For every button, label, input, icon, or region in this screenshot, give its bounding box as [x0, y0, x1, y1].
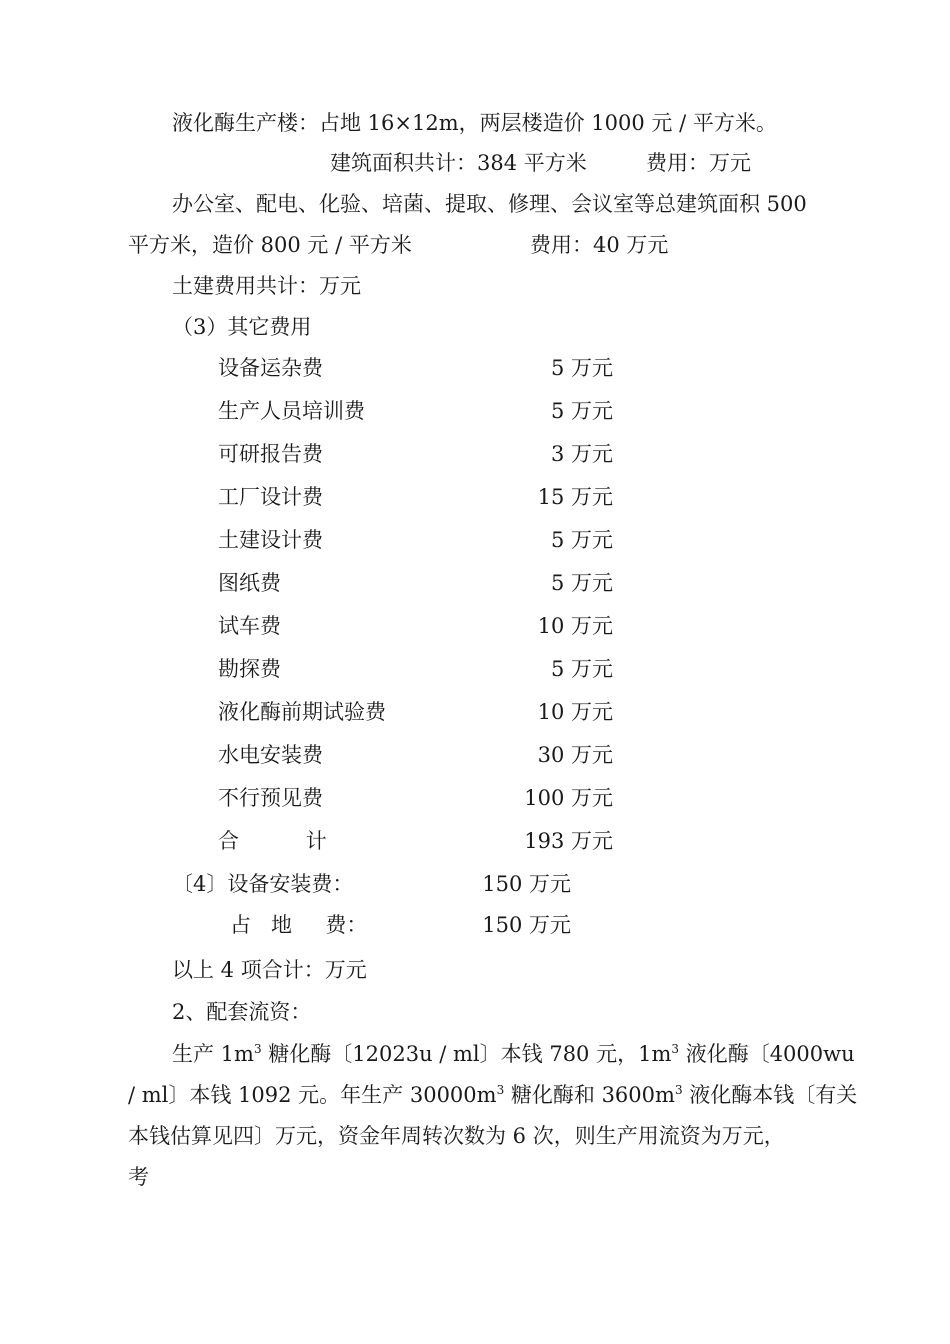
paragraph-line-1: 生产 $1m^3$ 糖化酶〔12023u / ml〕本钱 780 元，$1m^3$ 液化酶〔4000wu [172, 1042, 855, 1066]
four-items-total: 以上 4 项合计：万元 [172, 958, 367, 982]
cost-item-name: 图纸费 [218, 571, 281, 595]
cost-item-amount: 10 万元 [537, 614, 613, 638]
paragraph-line-4: 考 [128, 1165, 149, 1189]
office-price-line: 平方米，造价 800 元 / 平方米 [128, 233, 412, 257]
cost-item-name: 生产人员培训费 [218, 399, 365, 423]
cost-item-name: 可研报告费 [218, 442, 323, 466]
cost-item-name: 勘探费 [218, 657, 281, 681]
cost-item-amount: 100 万元 [524, 786, 613, 810]
cost-item-name: 水电安装费 [218, 743, 323, 767]
paragraph-line-2: / ml〕本钱 1092 元。年生产 $30000m^3$ 糖化酶和 $3600m^3$ 液化酶本钱〔有关 [128, 1083, 858, 1107]
other-costs-heading: （3）其它费用 [172, 315, 312, 339]
land-label: 占 地 费： [230, 913, 368, 937]
cost-item-amount: 5 万元 [550, 571, 613, 595]
cost-item-amount: 5 万元 [550, 657, 613, 681]
construction-total: 土建费用共计：万元 [172, 274, 361, 298]
cost-item-name: 不行预见费 [218, 786, 323, 810]
cost-item-name: 工厂设计费 [218, 485, 323, 509]
cost-item-name: 液化酶前期试验费 [218, 700, 386, 724]
office-fee: 费用：40 万元 [530, 233, 669, 257]
cost-item-name: 试车费 [218, 614, 281, 638]
cost-total-label: 合 计 [218, 829, 327, 853]
cost-item-name: 设备运杂费 [218, 356, 323, 380]
cost-item-amount: 10 万元 [537, 700, 613, 724]
cost-item-amount: 5 万元 [550, 356, 613, 380]
cost-item-amount: 30 万元 [537, 743, 613, 767]
install-label: 〔4〕设备安装费： [172, 872, 354, 896]
cost-item-amount: 3 万元 [550, 442, 613, 466]
building-line-1: 液化酶生产楼：占地 16×12m，两层楼造价 1000 元 / 平方米。 [172, 111, 777, 135]
cost-item-amount: 5 万元 [550, 528, 613, 552]
cost-total-amount: 193 万元 [524, 829, 613, 853]
cost-item-amount: 5 万元 [550, 399, 613, 423]
install-amount: 150 万元 [482, 872, 571, 896]
cost-item-name: 土建设计费 [218, 528, 323, 552]
section-2-heading: 2、配套流资： [172, 1000, 312, 1024]
office-area-line: 办公室、配电、化验、培菌、提取、修理、会议室等总建筑面积 500 [172, 192, 807, 216]
building-fee: 费用：万元 [646, 151, 751, 175]
building-area: 建筑面积共计：384 平方米 [330, 151, 587, 175]
land-amount: 150 万元 [482, 913, 571, 937]
paragraph-line-3: 本钱估算见四〕万元，资金年周转次数为 6 次，则生产用流资为万元， [128, 1124, 785, 1148]
cost-item-amount: 15 万元 [537, 485, 613, 509]
